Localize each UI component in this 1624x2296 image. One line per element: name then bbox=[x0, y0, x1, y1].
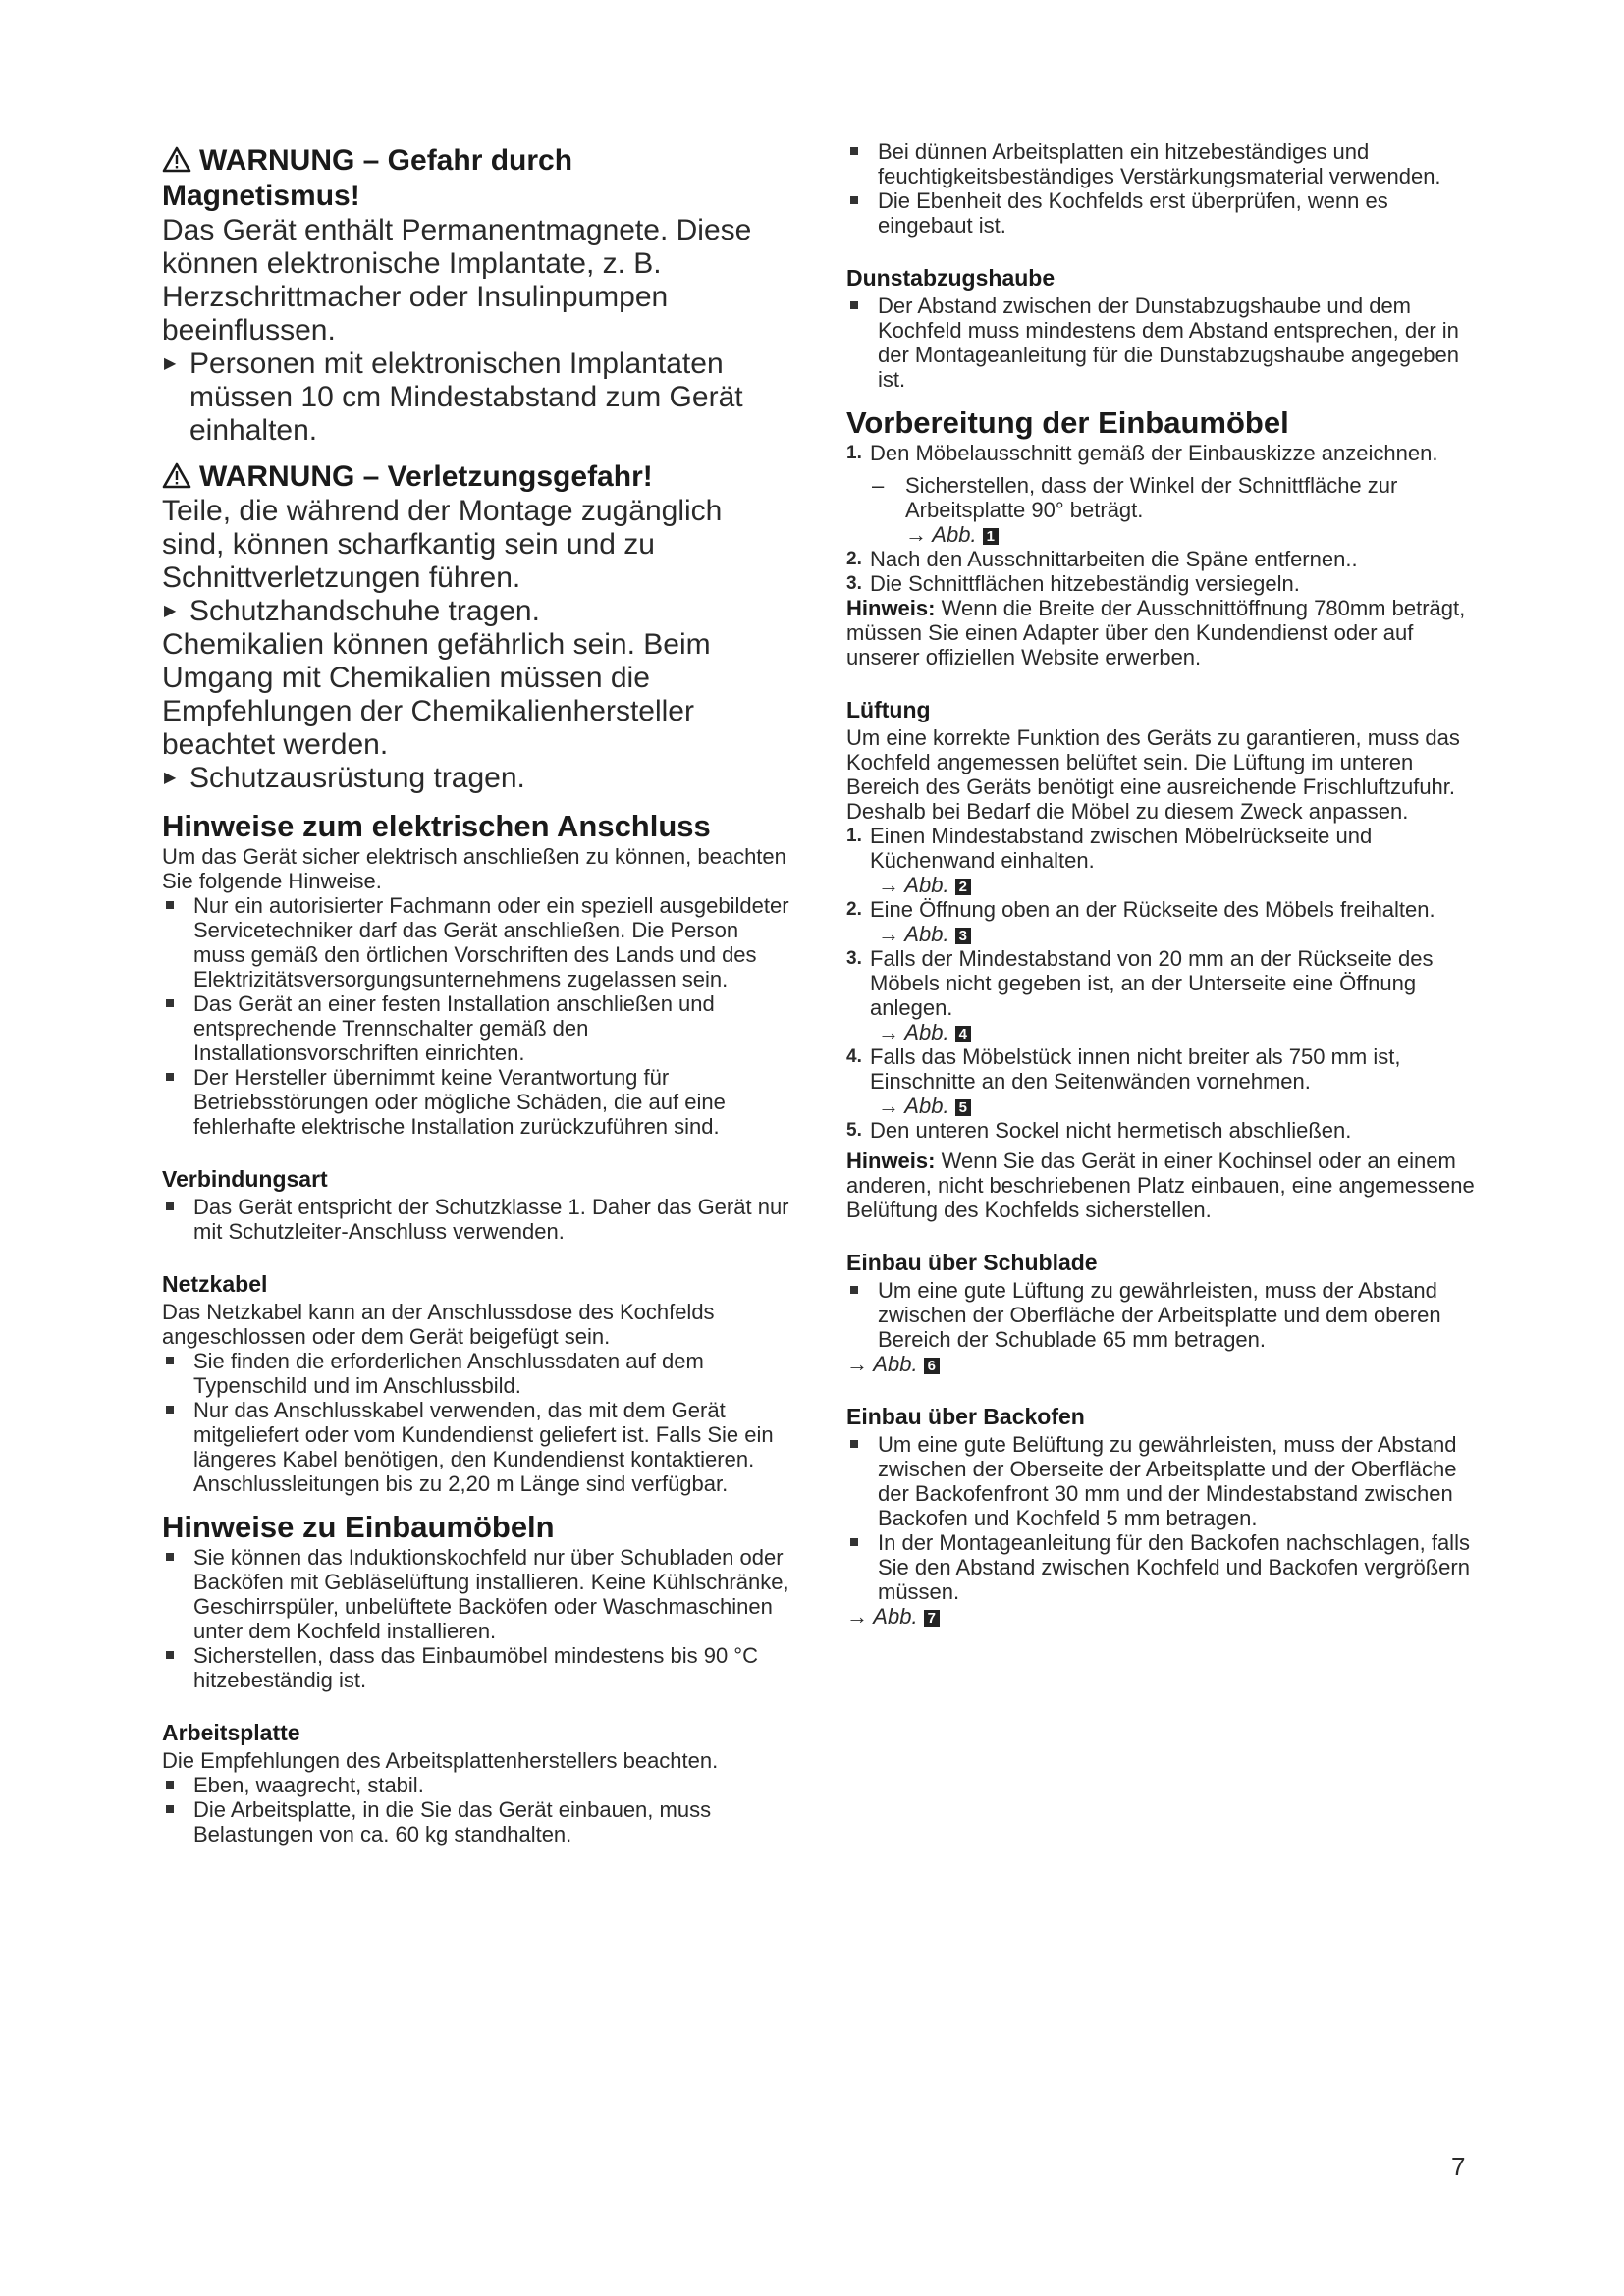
list-item: Nur ein autorisierter Fachmann oder ein speziell ausgebildeter Servicetechniker darf das Gerät anschließen. Die Person muss gemäß den örtlichen Vorschriften des Lands und des Elektrizitätsversorgungsunternehmens zugelassen sein. bbox=[162, 893, 790, 991]
warning-magnetism-step: ▶ Personen mit elektronischen Implantaten müssen 10 cm Mindestabstand zum Gerät einhalten. bbox=[164, 347, 743, 447]
step-arrow-icon: ▶ bbox=[164, 603, 177, 619]
list-item: Sicherstellen, dass das Einbaumöbel mindestens bis 90 °C hitzebeständig ist. bbox=[162, 1643, 790, 1692]
bullet-icon bbox=[850, 1286, 858, 1294]
list-item: Nur das Anschlusskabel verwenden, das mit dem Gerät mitgeliefert oder vom Kundendienst geliefert ist. Falls Sie ein längeres Kabel benötigen, den Kundendienst kontaktieren. Anschlussleitungen bis zu 2,20 m Länge sind verfügbar. bbox=[162, 1398, 790, 1496]
warning-triangle-icon bbox=[162, 146, 191, 173]
list-item: Bei dünnen Arbeitsplatten ein hitzebeständiges und feuchtigkeitsbeständiges Verstärkungsmaterial verwenden. bbox=[846, 139, 1485, 188]
subsection-title-ventilation: Lüftung bbox=[846, 697, 931, 722]
subsection-title-oven: Einbau über Backofen bbox=[846, 1404, 1085, 1429]
figure-number-badge: 3 bbox=[955, 928, 971, 944]
bullet-icon bbox=[166, 901, 174, 909]
list-item: Das Gerät an einer festen Installation anschließen und entsprechende Trennschalter gemäß den Installationsvorschriften einrichten. bbox=[162, 991, 790, 1065]
step-arrow-icon: ▶ bbox=[164, 770, 177, 786]
power-cable-intro: Das Netzkabel kann an der Anschlussdose des Kochfelds angeschlossen oder dem Gerät beigefügt sein. bbox=[162, 1300, 715, 1349]
section-title-furniture: Hinweise zu Einbaumöbeln bbox=[162, 1510, 555, 1544]
left-column bbox=[162, 139, 790, 1846]
figure-reference: → Abb. 4 bbox=[846, 1020, 1485, 1044]
bullet-icon bbox=[166, 1406, 174, 1414]
note-kitchen-island: Hinweis: Wenn Sie das Gerät in einer Kochinsel oder an einem anderen, nicht beschriebenen Platz einbauen, eine angemessene Belüftung des Kochfelds sicherstellen. bbox=[846, 1148, 1475, 1222]
list-item: Die Arbeitsplatte, in die Sie das Gerät einbauen, muss Belastungen von ca. 60 kg standhalten. bbox=[162, 1797, 790, 1846]
numbered-step: 2. Eine Öffnung oben an der Rückseite des Möbels freihalten. bbox=[846, 897, 1435, 922]
section-title-electrical: Hinweise zum elektrischen Anschluss bbox=[162, 809, 711, 843]
ventilation-intro: Um eine korrekte Funktion des Geräts zu garantieren, muss das Kochfeld angemessen belüftet sein. Die Lüftung im unteren Bereich des Geräts benötigt eine ausreichende Frischluftzufuhr. Deshalb bei Bedarf die Möbel zu diesem Zweck anpassen. bbox=[846, 725, 1460, 824]
list-item: Der Hersteller übernimmt keine Verantwortung für Betriebsstörungen oder mögliche Schäden, die auf eine fehlerhafte elektrische Installation zurückzuführen sind. bbox=[162, 1065, 790, 1139]
subsection-title-hood: Dunstabzugshaube bbox=[846, 265, 1056, 291]
list-item: Die Ebenheit des Kochfelds erst überprüfen, wenn es eingebaut ist. bbox=[846, 188, 1485, 238]
numbered-step: 5. Den unteren Sockel nicht hermetisch abschließen. bbox=[846, 1118, 1352, 1143]
figure-reference: → Abb. 2 bbox=[846, 873, 1485, 897]
figure-number-badge: 7 bbox=[924, 1610, 940, 1627]
warning-magnetism-text: Das Gerät enthält Permanentmagnete. Diese können elektronische Implantate, z. B. Herzschrittmacher oder Insulinpumpen beeinflussen. bbox=[162, 214, 752, 347]
figure-reference: → Abb. 6 bbox=[846, 1352, 1485, 1376]
warning-injury-title: WARNUNG – Verletzungsgefahr! bbox=[162, 459, 790, 495]
electrical-intro: Um das Gerät sicher elektrisch anschließen zu können, beachten Sie folgende Hinweise. bbox=[162, 844, 786, 893]
list-item: Um eine gute Lüftung zu gewährleisten, muss der Abstand zwischen der Oberfläche der Arbeitsplatte und dem oberen Bereich der Schublade 65 mm betragen. bbox=[846, 1278, 1485, 1352]
list-item: Sie können das Induktionskochfeld nur über Schubladen oder Backöfen mit Gebläselüftung installieren. Keine Kühlschränke, Geschirrspüler, unbelüftete Backöfen oder Waschmaschinen unter dem Kochfeld installieren. bbox=[162, 1545, 790, 1643]
figure-number-badge: 1 bbox=[983, 528, 999, 545]
warning-injury-step: ▶ Schutzhandschuhe tragen. bbox=[164, 595, 540, 627]
list-item: Um eine gute Belüftung zu gewährleisten, muss der Abstand zwischen der Oberseite der Arbeitsplatte und der Oberfläche der Backofenfront 30 mm und der Mindestabstand zwischen Backofen und Kochfeld 5 mm betragen. bbox=[846, 1432, 1485, 1530]
numbered-step: 3. Falls der Mindestabstand von 20 mm an der Rückseite des Möbels nicht gegeben ist, an der Unterseite eine Öffnung anlegen. bbox=[846, 946, 1434, 1020]
list-item: Eben, waagrecht, stabil. bbox=[162, 1773, 790, 1797]
figure-reference: → Abb. 1 bbox=[846, 522, 1485, 547]
sub-step: – Sicherstellen, dass der Winkel der Schnittfläche zur Arbeitsplatte 90° beträgt. bbox=[872, 473, 1398, 522]
list-item: Das Gerät entspricht der Schutzklasse 1. Daher das Gerät nur mit Schutzleiter-Anschluss verwenden. bbox=[162, 1195, 790, 1244]
bullet-icon bbox=[850, 301, 858, 309]
numbered-step: 1. Einen Mindestabstand zwischen Möbelrückseite und Küchenwand einhalten. bbox=[846, 824, 1373, 873]
figure-number-badge: 2 bbox=[955, 879, 971, 895]
figure-number-badge: 6 bbox=[924, 1358, 940, 1374]
figure-number-badge: 5 bbox=[955, 1099, 971, 1116]
bullet-icon bbox=[166, 1202, 174, 1210]
numbered-step: 4. Falls das Möbelstück innen nicht breiter als 750 mm ist, Einschnitte an den Seitenwänden vornehmen. bbox=[846, 1044, 1401, 1094]
figure-reference: → Abb. 3 bbox=[846, 922, 1485, 946]
figure-number-badge: 4 bbox=[955, 1026, 971, 1042]
bullet-icon bbox=[166, 1805, 174, 1813]
worktop-intro: Die Empfehlungen des Arbeitsplattenherstellers beachten. bbox=[162, 1748, 719, 1773]
numbered-step: 2. Nach den Ausschnittarbeiten die Späne entfernen.. bbox=[846, 547, 1358, 571]
page-number: 7 bbox=[1451, 2152, 1466, 2181]
figure-reference: → Abb. 7 bbox=[846, 1604, 1485, 1629]
right-column bbox=[846, 139, 1485, 1629]
note-adapter: Hinweis: Wenn die Breite der Ausschnittöffnung 780mm beträgt, müssen Sie einen Adapter über den Kundendienst oder auf unserer offiziellen Website erwerben. bbox=[846, 596, 1466, 669]
subsection-title-drawer: Einbau über Schublade bbox=[846, 1250, 1098, 1275]
warning-injury-text: Teile, die während der Montage zugänglich sind, können scharfkantig sein und zu Schnittverletzungen führen. bbox=[162, 495, 723, 594]
bullet-icon bbox=[850, 1538, 858, 1546]
bullet-icon bbox=[166, 1357, 174, 1364]
bullet-icon bbox=[850, 196, 858, 204]
bullet-icon bbox=[850, 1440, 858, 1448]
bullet-icon bbox=[850, 147, 858, 155]
bullet-icon bbox=[166, 999, 174, 1007]
numbered-step: 3. Die Schnittflächen hitzebeständig versiegeln. bbox=[846, 571, 1300, 596]
subsection-title-power-cable: Netzkabel bbox=[162, 1271, 268, 1297]
warning-chemicals-step: ▶ Schutzausrüstung tragen. bbox=[164, 762, 525, 794]
warning-magnetism-title: WARNUNG – Gefahr durch Magnetismus! bbox=[162, 144, 573, 212]
step-arrow-icon: ▶ bbox=[164, 355, 177, 372]
bullet-icon bbox=[166, 1073, 174, 1081]
subsection-title-connection: Verbindungsart bbox=[162, 1166, 328, 1192]
list-item: Sie finden die erforderlichen Anschlussdaten auf dem Typenschild und im Anschlussbild. bbox=[162, 1349, 790, 1398]
numbered-step: 1. Den Möbelausschnitt gemäß der Einbauskizze anzeichnen. bbox=[846, 441, 1438, 465]
list-item: Der Abstand zwischen der Dunstabzugshaube und dem Kochfeld muss mindestens dem Abstand entsprechen, der in der Montageanleitung für die Dunstabzugshaube angegeben ist. bbox=[846, 294, 1485, 392]
bullet-icon bbox=[166, 1781, 174, 1789]
bullet-icon bbox=[166, 1651, 174, 1659]
subsection-title-worktop: Arbeitsplatte bbox=[162, 1720, 300, 1745]
figure-reference: → Abb. 5 bbox=[846, 1094, 1485, 1118]
section-title-preparation: Vorbereitung der Einbaumöbel bbox=[846, 405, 1289, 440]
bullet-icon bbox=[166, 1553, 174, 1561]
list-item: In der Montageanleitung für den Backofen nachschlagen, falls Sie den Abstand zwischen Kochfeld und Backofen vergrößern müssen. bbox=[846, 1530, 1485, 1604]
warning-chemicals-text: Chemikalien können gefährlich sein. Beim Umgang mit Chemikalien müssen die Empfehlungen der Chemikalienhersteller beachtet werden. bbox=[162, 628, 711, 761]
warning-triangle-icon bbox=[162, 462, 191, 489]
